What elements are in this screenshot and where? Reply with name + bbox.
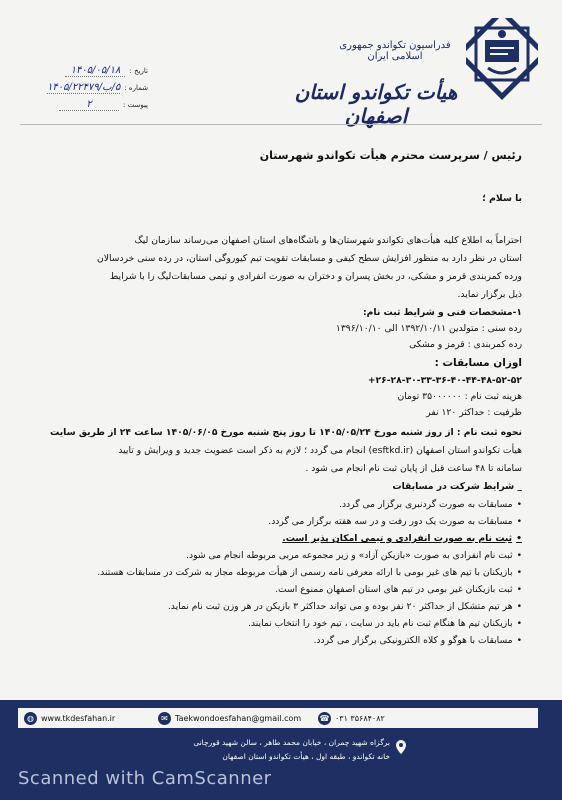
section-2-title: _ شرایط شرکت در مسابقات bbox=[392, 481, 522, 492]
registration-line-1: نحوه ثبت نام : از روز شنبه مورخ ۱۴۰۵/۰۵/۲۴ تا روز پنج شنبه مورخ ۱۴۰۵/۰۶/۰۵ ساعت ۲۴ از طریق سایت bbox=[49, 427, 522, 438]
number-value: ۵/ب/۱۴۰۵/۲۲۴۷۹ bbox=[47, 81, 121, 93]
number-row bbox=[18, 79, 148, 96]
age-category: رده سنی : متولدین ۱۳۹۲/۱۰/۱۱ الی ۱۳۹۶/۱۰/۱۰ bbox=[335, 323, 522, 334]
email-link[interactable]: Taekwondoesfahan@gmail.com bbox=[175, 713, 302, 723]
registration-line-2: هیأت تکواندو استان اصفهان (esftkd.ir) انجام می گردد ؛ لازم به ذکر است عضویت جدید و ویرایش و تایید bbox=[118, 445, 522, 456]
letter-meta bbox=[18, 62, 148, 113]
weights-list: ۲۶-۲۸-۳۰-۳۳-۳۶-۴۰-۴۴-۴۸-۵۲-۵۲+ bbox=[367, 375, 522, 386]
condition-item: • مسابقات به صورت یک دور رفت و در سه هفته برگزار می گردد. bbox=[268, 517, 522, 526]
number-label: شماره : bbox=[124, 83, 148, 92]
attach-row bbox=[18, 96, 148, 113]
date-row bbox=[18, 62, 148, 79]
condition-item: • ثبت بازیکنان غیر بومی در تیم های استان اصفهان ممنوع است. bbox=[275, 585, 522, 594]
email-item[interactable] bbox=[158, 710, 301, 726]
intro-line-1: احتراماً به اطلاع کلیه هیأت‌های تکواندو شهرستان‌ها و باشگاه‌های استان اصفهان می‌رساند سازمان لیگ bbox=[134, 235, 522, 246]
capacity: ظرفیت : حداکثر ۱۲۰ نفر bbox=[426, 407, 522, 418]
condition-item: • هر تیم متشکل از حداکثر ۲۰ نفر بوده و می تواند حداکثر ۳ بازیکن در هر وزن ثبت نام نماید. bbox=[168, 602, 522, 611]
scanner-watermark: Scanned with CamScanner bbox=[18, 768, 272, 789]
registration-line-3: سامانه تا ۴۸ ساعت قبل از پایان ثبت نام انجام می شود . bbox=[305, 463, 522, 474]
phone-item[interactable] bbox=[318, 710, 385, 726]
intro-line-3: ورده کمربندی قرمز و مشکی، در بخش پسران و دختران به صورت انفرادی و تیمی مسابقات‌لیگ را با شرایط bbox=[109, 271, 522, 282]
header-divider bbox=[20, 124, 542, 125]
federation-name-small: فدراسیون تکواندو جمهوری اسلامی ایران bbox=[339, 40, 451, 62]
address-line-1: برگزاه شهید چمران ، خیابان محمد طاهر ، سالن شهید قورچانی bbox=[193, 738, 390, 747]
globe-icon: ◍ bbox=[24, 712, 37, 725]
condition-item: • بازیکنان با تیم های غیر بومی با ارائه معرفی نامه رسمی از هیأت مربوطه مجاز به شرکت در مسابقات هستند. bbox=[97, 568, 522, 577]
address bbox=[150, 736, 390, 764]
phone-icon: ☎ bbox=[319, 713, 330, 723]
condition-item: • ثبت نام انفرادی به صورت «بازیکن آزاد» و زیر مجموعه مربی مربوطه انجام می شود. bbox=[186, 551, 522, 560]
date-value: ۱۴۰۵/۰۵/۱۸ bbox=[65, 65, 125, 77]
condition-item: • ثبت نام به صورت انفرادی و تیمی امکان پذیر است. bbox=[282, 534, 522, 543]
recipient: رئیس / سرپرست محترم هیأت تکواندو شهرستان bbox=[259, 149, 522, 162]
attach-value: ۲ bbox=[59, 99, 119, 111]
weights-title: اوزان مسابقات : bbox=[434, 357, 522, 369]
location-pin-icon bbox=[396, 740, 406, 754]
intro-line-2: استان در نظر دارد به منظور افزایش سطح کیفی و مسابقات تقویت تیم کیوروگی استان، در رده سنی خردسالان bbox=[97, 253, 522, 264]
intro-line-4: ذیل برگزار نماید. bbox=[457, 289, 522, 300]
belt-category: رده کمربندی : قرمز و مشکی bbox=[409, 339, 522, 350]
condition-item: • مسابقات به صورت گردنبری برگزار می گردد. bbox=[339, 500, 522, 509]
condition-item: • مسابقات با هوگو و کلاه الکترونیکی برگزار می گردد. bbox=[314, 636, 522, 645]
greeting: با سلام ؛ bbox=[482, 193, 522, 204]
federation-logo-icon bbox=[466, 18, 538, 104]
mail-icon: ✉ bbox=[158, 712, 171, 725]
phone-number[interactable]: ۰۳۱ ۳۵۶۸۴۰۸۲ bbox=[335, 713, 385, 723]
address-line-2: خانه تکواندو ، طبقه اول ، هیأت تکواندو استان اصفهان bbox=[222, 752, 390, 761]
registration-fee: هزینه ثبت نام : ۳۵۰۰۰۰۰۰ تومان bbox=[397, 391, 522, 402]
section-1-title: ۱-مشخصات فنی و شرایط ثبت نام: bbox=[362, 307, 522, 318]
website-link[interactable]: www.tkdesfahan.ir bbox=[41, 713, 116, 723]
attach-label: پیوست : bbox=[123, 100, 148, 109]
website-item[interactable] bbox=[24, 710, 115, 726]
date-label: تاریخ : bbox=[129, 66, 148, 75]
federation-name: هیأت تکواندو استان اصفهان bbox=[294, 80, 458, 128]
condition-item: • بازیکنان تیم ها هنگام ثبت نام باید در سایت ، تیم خود را انتخاب نمایند. bbox=[248, 619, 522, 628]
